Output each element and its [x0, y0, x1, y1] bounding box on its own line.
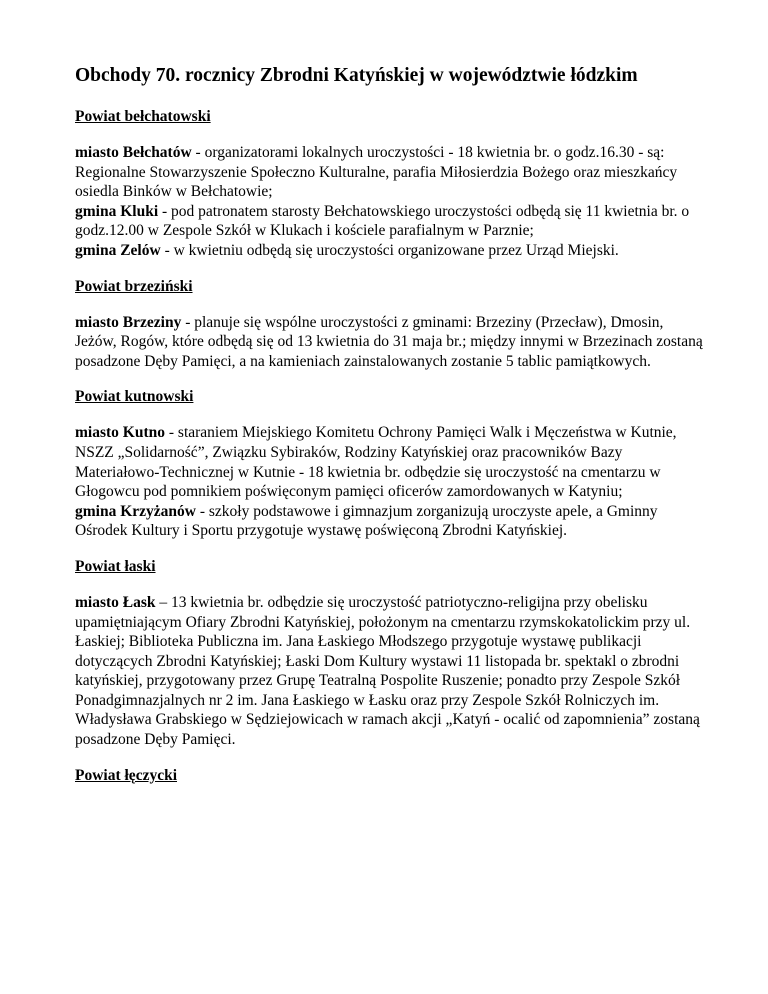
entry-text: - w kwietniu odbędą się uroczystości organizowane przez Urząd Miejski.	[160, 241, 619, 259]
entry-name: miasto Łask	[75, 593, 156, 611]
section-laski	[75, 557, 708, 750]
section-body	[75, 313, 708, 372]
section-heading: Powiat łęczycki	[75, 766, 178, 784]
section-brzezinski	[75, 277, 708, 372]
entry-text: - pod patronatem starosty Bełchatowskiego uroczystości odbędą się 11 kwietnia br. o godz.12.00 w Zespole Szkół w Klukach i kościele parafialnym w Parznie;	[75, 202, 690, 240]
section-body	[75, 143, 708, 261]
entry-name: gmina Krzyżanów	[75, 502, 196, 520]
section-heading: Powiat brzeziński	[75, 277, 193, 295]
section-heading: Powiat kutnowski	[75, 388, 194, 406]
section-body	[75, 593, 708, 750]
section-heading: Powiat bełchatowski	[75, 108, 211, 125]
entry-name: gmina Zelów	[75, 241, 161, 259]
entry-text: - organizatorami lokalnych uroczystości - 18 kwietnia br. o godz.16.30 - są: Regionalne Stowarzyszenie Społeczno Kulturalne, parafia Miłosierdzia Bożego oraz mieszkańcy osiedla Binków w Bełchatowie;	[75, 144, 678, 201]
section-leczycki	[75, 766, 708, 786]
entry-name: miasto Kutno	[75, 424, 165, 442]
entry-text: – 13 kwietnia br. odbędzie się uroczystość patriotyczno-religijna przy obelisku upamiętniającym Ofiary Zbrodni Katyńskiej, położonym na cmentarzu rzymskokatolickim przy ul. Łaskiej; Biblioteka Publiczna im. Jana Łaskiego Młodszego przygotuje wystawę publikacji dotyczących Zbrodni Katyńskiej; Łaski Dom Kultury wystawi 11 listopada br. spektakl o zbrodni katyńskiej, przygotowany przez Grupę Teatralną Pospolite Ruszenie; ponadto przy Zespole Szkół Ponadgimnazjalnych nr 2 im. Jana Łaskiego w Łasku oraz przy Zespole Szkół Rolniczych im. Władysława Grabskiego w Sędziejowicach w ramach akcji „Katyń - ocalić od zapomnienia” zostaną posadzone Dęby Pamięci.	[75, 593, 700, 749]
section-kutnowski	[75, 387, 708, 541]
document-title: Obchody 70. rocznicy Zbrodni Katyńskiej w województwie łódzkim	[75, 65, 638, 86]
entry-name: gmina Kluki	[75, 202, 159, 220]
entry-text: - szkoły podstawowe i gimnazjum zorganizują uroczyste apele, a Gminny Ośrodek Kultury i Sportu przygotuje wystawę poświęconą Zbrodni Katyńskiej.	[75, 502, 658, 540]
entry-text: - planuje się wspólne uroczystości z gminami: Brzeziny (Przecław), Dmosin, Jeżów, Rogów, które odbędą się od 13 kwietnia do 31 maja br.; między innymi w Brzezinach zostaną posadzone Dęby Pamięci, a na kamieniach zainstalowanych zostanie 5 tablic pamiątkowych.	[75, 313, 703, 370]
section-body	[75, 423, 708, 541]
entry-name: miasto Brzeziny	[75, 313, 182, 331]
entry-name: miasto Bełchatów	[75, 144, 192, 161]
section-heading: Powiat łaski	[75, 557, 156, 575]
entry-text: - staraniem Miejskiego Komitetu Ochrony Pamięci Walk i Męczeństwa w Kutnie, NSZZ „Solidarność”, Związku Sybiraków, Rodziny Katyńskiej oraz pracowników Bazy Materiałowo-Technicznej w Kutnie - 18 kwietnia br. odbędzie się uroczystość na cmentarzu w Głogowcu pod pomnikiem poświęconym pamięci oficerów zamordowanych w Katyniu;	[75, 424, 677, 501]
section-belchatowski	[75, 107, 708, 261]
